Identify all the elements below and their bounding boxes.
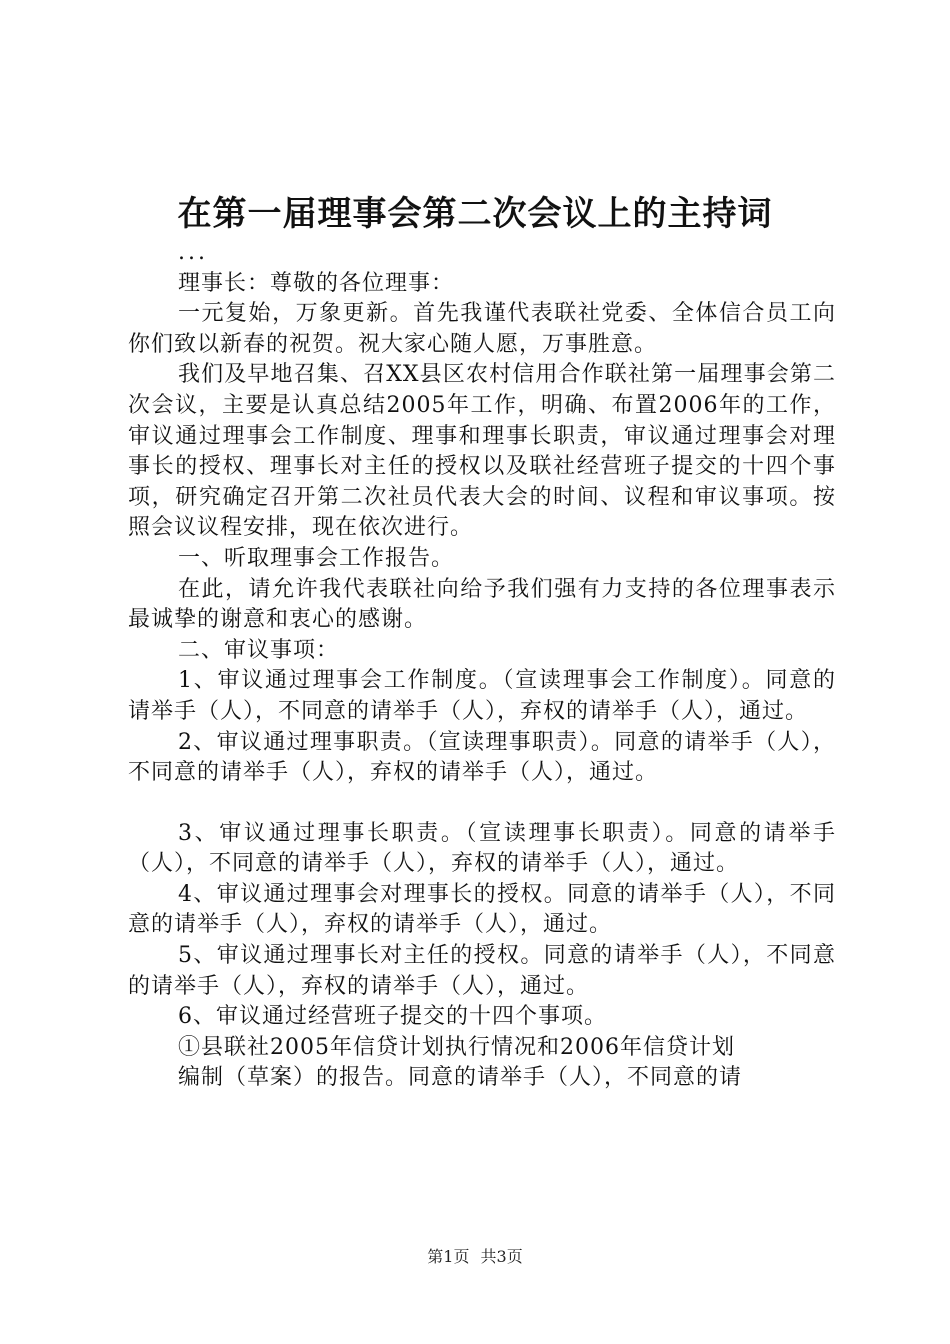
document-body [128,238,836,1094]
page-total: 共3页 [480,1247,523,1266]
agenda-item-1-heading: 一、听取理事会工作报告。 [178,545,455,571]
review-item-2: 2、审议通过理事职责。（宣读理事职责）。同意的请举手（人），不同意的请举手（人），弃权的请举手（人），通过。 [128,729,836,786]
greeting-paragraph: 一元复始，万象更新。首先我谨代表联社党委、全体信合员工向你们致以新春的祝贺。祝大家心随人愿，万事胜意。 [128,301,836,357]
review-item-5: 5、审议通过理事长对主任的授权。同意的请举手（人），不同意的请举手（人），弃权的请举手（人），通过。 [128,943,836,999]
salutation-paragraph: 理事长：尊敬的各位理事： [178,270,455,296]
review-item-1: 1、审议通过理事会工作制度。（宣读理事会工作制度）。同意的请举手（人），不同意的请举手（人），弃权的请举手（人），通过。 [128,668,836,724]
page-footer [0,1244,950,1267]
review-item-6: 6、审议通过经营班子提交的十四个事项。 [178,1004,607,1030]
ellipsis-line: ... [178,240,208,265]
thanks-paragraph: 在此，请允许我代表联社向给予我们强有力支持的各位理事表示最诚挚的谢意和衷心的感谢。 [128,576,836,633]
sub-item-1-continuation: 编制（草案）的报告。同意的请举手（人），不同意的请 [178,1065,743,1091]
meeting-intro-paragraph: 我们及早地召集、召XX县区农村信用合作联社第一届理事会第二次会议，主要是认真总结2005年工作，明确、布置2006年的工作，审议通过理事会工作制度、理事和理事长职责，审议通过理事会对理事长的授权、理事长对主任的授权以及联社经营班子提交的十四个事项，研究确定召开第二次社员代表大会的时间、议程和审议事项。按照会议议程安排，现在依次进行。 [128,362,836,541]
page-number: 第1页 [427,1247,470,1266]
agenda-item-2-heading: 二、审议事项： [178,637,340,663]
document-title: 在第一届理事会第二次会议上的主持词 [177,194,773,234]
review-item-4: 4、审议通过理事会对理事长的授权。同意的请举手（人），不同意的请举手（人），弃权的请举手（人），通过。 [128,881,836,938]
sub-item-1: ①县联社2005年信贷计划执行情况和2006年信贷计划 [178,1034,735,1060]
review-item-3: 3、审议通过理事长职责。（宣读理事长职责）。同意的请举手（人），不同意的请举手（人），弃权的请举手（人），通过。 [128,820,836,877]
